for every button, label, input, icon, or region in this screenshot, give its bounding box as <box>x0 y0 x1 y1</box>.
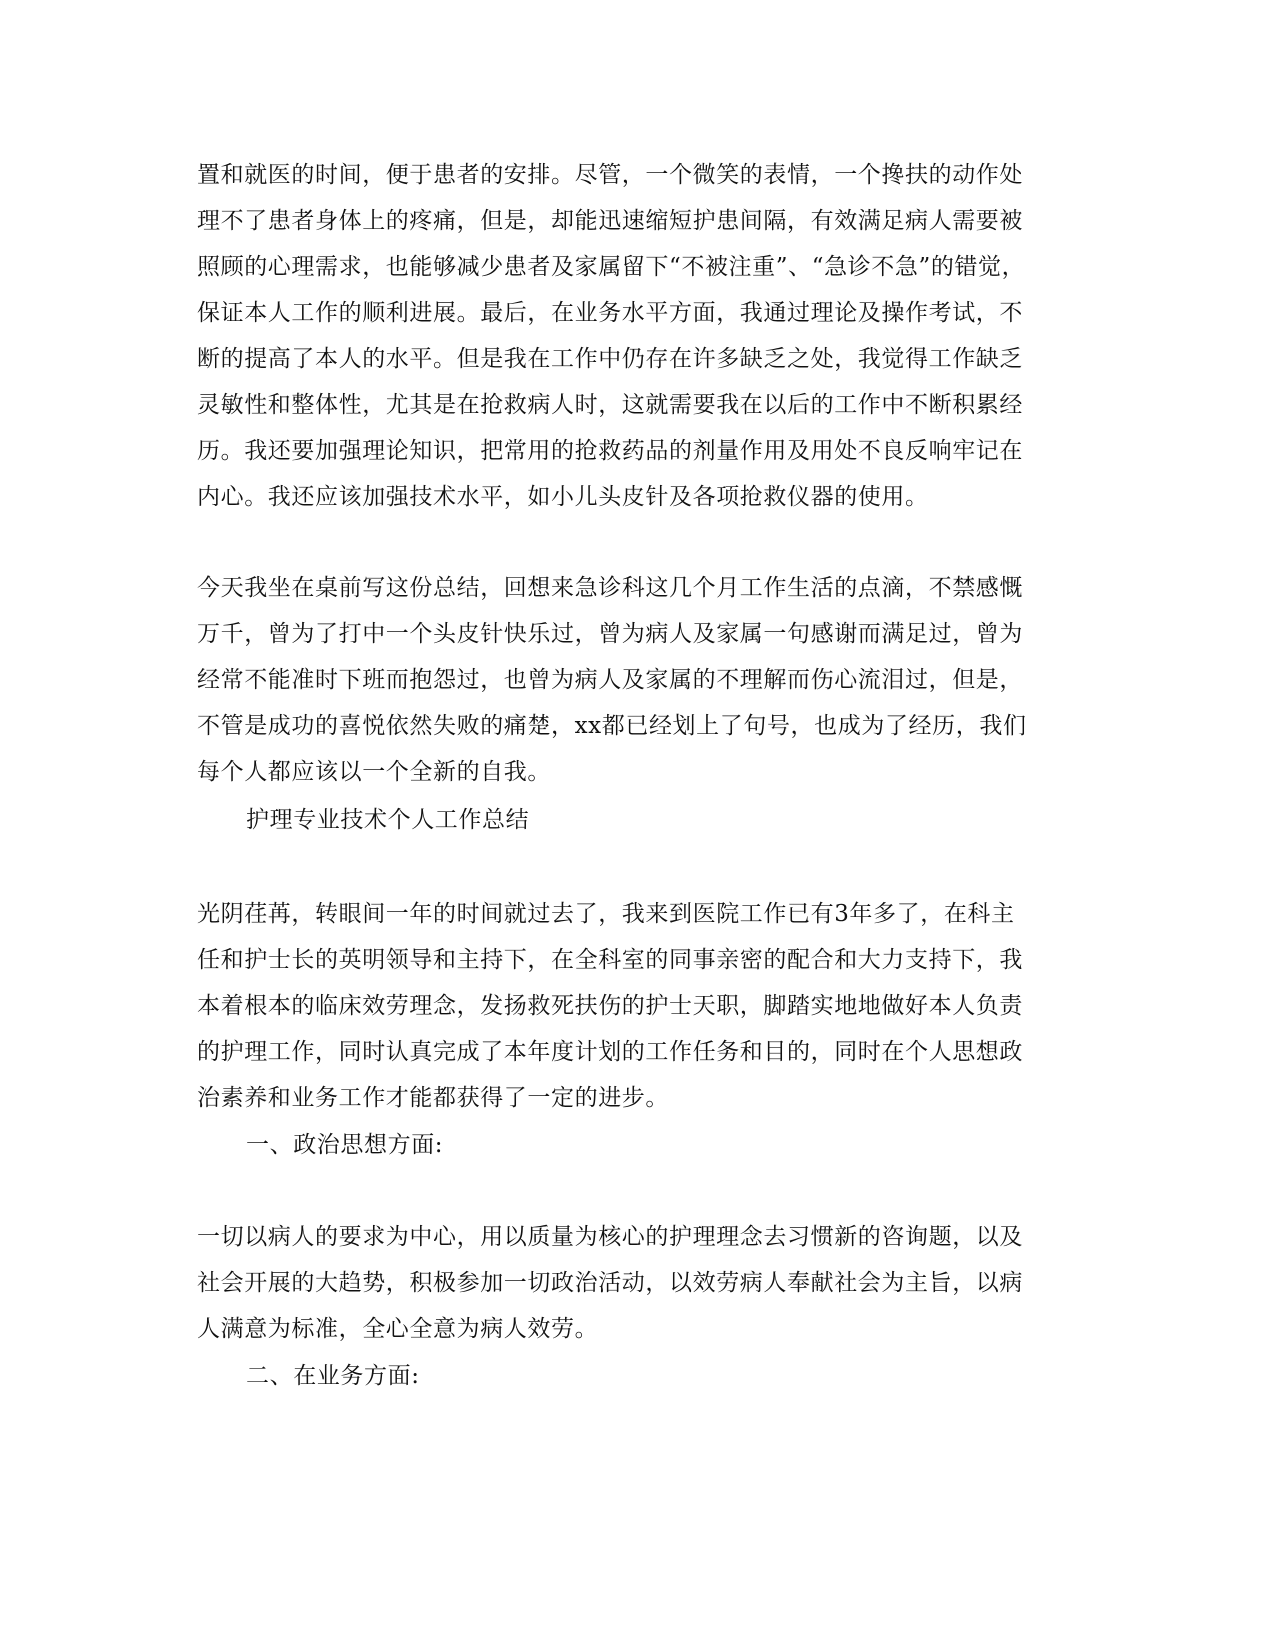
paragraph-line: 的护理工作，同时认真完成了本年度计划的工作任务和目的，同时在个人思想政 <box>197 1039 1023 1065</box>
paragraph-line: 本着根本的临床效劳理念，发扬救死扶伤的护士天职，脚踏实地地做好本人负责 <box>197 993 1023 1019</box>
section-heading-politics: 一、政治思想方面: <box>246 1132 444 1158</box>
paragraph-line: 万千，曾为了打中一个头皮针快乐过，曾为病人及家属一句感谢而满足过，曾为 <box>197 621 1023 647</box>
paragraph-line: 保证本人工作的顺利进展。最后，在业务水平方面，我通过理论及操作考试，不 <box>197 300 1023 326</box>
paragraph-line: 社会开展的大趋势，积极参加一切政治活动，以效劳病人奉献社会为主旨，以病 <box>197 1270 1023 1296</box>
paragraph-line: 经常不能准时下班而抱怨过，也曾为病人及家属的不理解而伤心流泪过，但是， <box>197 667 1023 693</box>
paragraph-line: 灵敏性和整体性，尤其是在抢救病人时，这就需要我在以后的工作中不断积累经 <box>197 392 1023 418</box>
paragraph-line: 治素养和业务工作才能都获得了一定的进步。 <box>197 1085 669 1111</box>
paragraph-line: 理不了患者身体上的疼痛，但是，却能迅速缩短护患间隔，有效满足病人需要被 <box>197 208 1023 234</box>
document-title: 护理专业技术个人工作总结 <box>246 807 530 833</box>
paragraph-line: 置和就医的时间，便于患者的安排。尽管，一个微笑的表情，一个搀扶的动作处 <box>197 162 1023 188</box>
paragraph-line: 光阴荏苒，转眼间一年的时间就过去了，我来到医院工作已有3年多了，在科主 <box>197 901 1015 927</box>
paragraph-line: 不管是成功的喜悦依然失败的痛楚，xx都已经划上了句号，也成为了经历，我们 <box>197 713 1027 739</box>
paragraph-line: 照顾的心理需求，也能够减少患者及家属留下“不被注重”、“急诊不急”的错觉， <box>197 254 1026 280</box>
paragraph-line: 任和护士长的英明领导和主持下，在全科室的同事亲密的配合和大力支持下，我 <box>197 947 1023 973</box>
paragraph-line: 断的提高了本人的水平。但是我在工作中仍存在许多缺乏之处，我觉得工作缺乏 <box>197 346 1023 372</box>
section-heading-business: 二、在业务方面: <box>246 1363 420 1389</box>
paragraph-line: 内心。我还应该加强技术水平，如小儿头皮针及各项抢救仪器的使用。 <box>197 484 929 510</box>
paragraph-line: 每个人都应该以一个全新的自我。 <box>197 759 551 785</box>
paragraph-line: 历。我还要加强理论知识，把常用的抢救药品的剂量作用及用处不良反响牢记在 <box>197 438 1023 464</box>
paragraph-line: 今天我坐在桌前写这份总结，回想来急诊科这几个月工作生活的点滴，不禁感慨 <box>197 575 1023 601</box>
paragraph-line: 一切以病人的要求为中心，用以质量为核心的护理理念去习惯新的咨询题，以及 <box>197 1224 1023 1250</box>
paragraph-line: 人满意为标准，全心全意为病人效劳。 <box>197 1316 599 1342</box>
